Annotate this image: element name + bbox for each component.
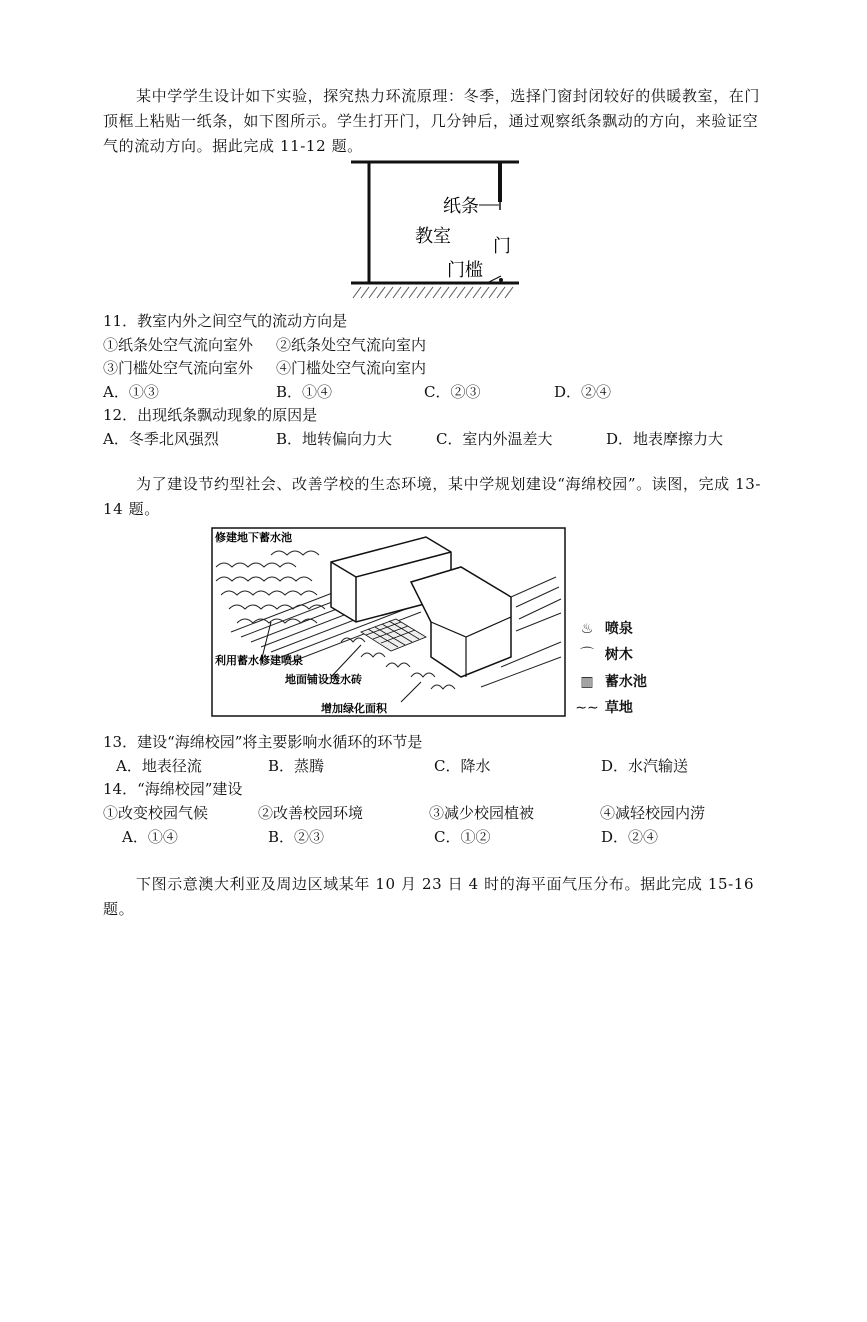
option-c: C．降水 bbox=[434, 757, 491, 775]
statement-3: ③减少校园植被 bbox=[429, 804, 535, 822]
fountain-icon: ♨ bbox=[580, 621, 594, 637]
option-a: A．①④ bbox=[122, 828, 178, 846]
statement-1: ①改变校园气候 bbox=[103, 804, 209, 822]
classroom-door-diagram bbox=[349, 156, 524, 304]
intro-paragraph-1: 某中学学生设计如下实验，探究热力环流原理：冬季，选择门窗封闭较好的供暖教室，在门顶框上粘贴一纸条，如下图所示。学生打开门，几分钟后，通过观察纸条飘动的方向，来验证空气的流动方向。据此完成 11-12 题。 bbox=[103, 87, 761, 155]
option-b: B．②③ bbox=[268, 828, 325, 846]
question-14-stem: 14．“海绵校园”建设 bbox=[103, 780, 243, 798]
question-12-stem: 12．出现纸条飘动现象的原因是 bbox=[103, 406, 318, 424]
question-11-statements-row-2 bbox=[103, 356, 783, 380]
question-13-options bbox=[103, 754, 783, 778]
statement-4: ④减轻校园内涝 bbox=[600, 804, 706, 822]
label-green-area: 增加绿化面积 bbox=[321, 702, 387, 715]
option-d: D．地表摩擦力大 bbox=[606, 430, 724, 448]
statement-2: ②纸条处空气流向室内 bbox=[276, 336, 427, 354]
statement-1: ①纸条处空气流向室外 bbox=[103, 336, 254, 354]
option-c: C．室内外温差大 bbox=[436, 430, 553, 448]
intro-paragraph-2: 为了建设节约型社会、改善学校的生态环境，某中学规划建设“海绵校园”。读图，完成 13-14 题。 bbox=[103, 475, 762, 518]
option-a: A．①③ bbox=[103, 383, 159, 401]
question-11-stem: 11．教室内外之间空气的流动方向是 bbox=[103, 312, 348, 330]
option-c: C．①② bbox=[434, 828, 491, 846]
legend-reservoir: ▥ 蓄水池 bbox=[574, 672, 647, 692]
reservoir-icon: ▥ bbox=[580, 674, 594, 690]
option-d: D．②④ bbox=[601, 828, 659, 846]
question-13-stem: 13．建设“海绵校园”将主要影响水循环的环节是 bbox=[103, 733, 423, 751]
classroom-label: 教室 bbox=[415, 226, 451, 247]
legend-grass: ∼∼ 草地 bbox=[575, 700, 633, 716]
statement-3: ③门槛处空气流向室外 bbox=[103, 359, 254, 377]
tree-icon: ⌒ bbox=[580, 647, 594, 663]
question-12-options bbox=[103, 427, 783, 451]
paper-strip-label: 纸条 bbox=[443, 196, 479, 217]
door-label: 门 bbox=[493, 236, 511, 257]
sponge-campus-diagram bbox=[211, 527, 566, 717]
option-a: A．冬季北风强烈 bbox=[103, 430, 219, 448]
question-14-statements bbox=[103, 801, 783, 825]
option-b: B．①④ bbox=[276, 383, 333, 401]
label-fountain-reuse: 利用蓄水修建喷泉 bbox=[215, 654, 303, 667]
legend-fountain: ♨ 喷泉 bbox=[574, 619, 633, 639]
option-c: C．②③ bbox=[424, 383, 481, 401]
question-14-options bbox=[103, 825, 783, 849]
option-a: A．地表径流 bbox=[116, 757, 202, 775]
option-b: B．蒸腾 bbox=[268, 757, 325, 775]
intro-paragraph-3: 下图示意澳大利亚及周边区域某年 10 月 23 日 4 时的海平面气压分布。据此完成 15-16 题。 bbox=[103, 875, 755, 918]
statement-4: ④门槛处空气流向室内 bbox=[276, 359, 427, 377]
label-underground-reservoir: 修建地下蓄水池 bbox=[215, 531, 292, 544]
grass-icon: ∼∼ bbox=[575, 700, 599, 716]
option-d: D．②④ bbox=[554, 383, 612, 401]
legend-tree: ⌒ 树木 bbox=[574, 645, 633, 665]
question-11-statements-row-1 bbox=[103, 333, 783, 357]
option-d: D．水汽输送 bbox=[601, 757, 689, 775]
statement-2: ②改善校园环境 bbox=[258, 804, 364, 822]
question-11-options bbox=[103, 380, 783, 404]
option-b: B．地转偏向力大 bbox=[276, 430, 393, 448]
label-permeable-bricks: 地面铺设透水砖 bbox=[285, 673, 362, 686]
threshold-label: 门槛 bbox=[447, 260, 483, 281]
